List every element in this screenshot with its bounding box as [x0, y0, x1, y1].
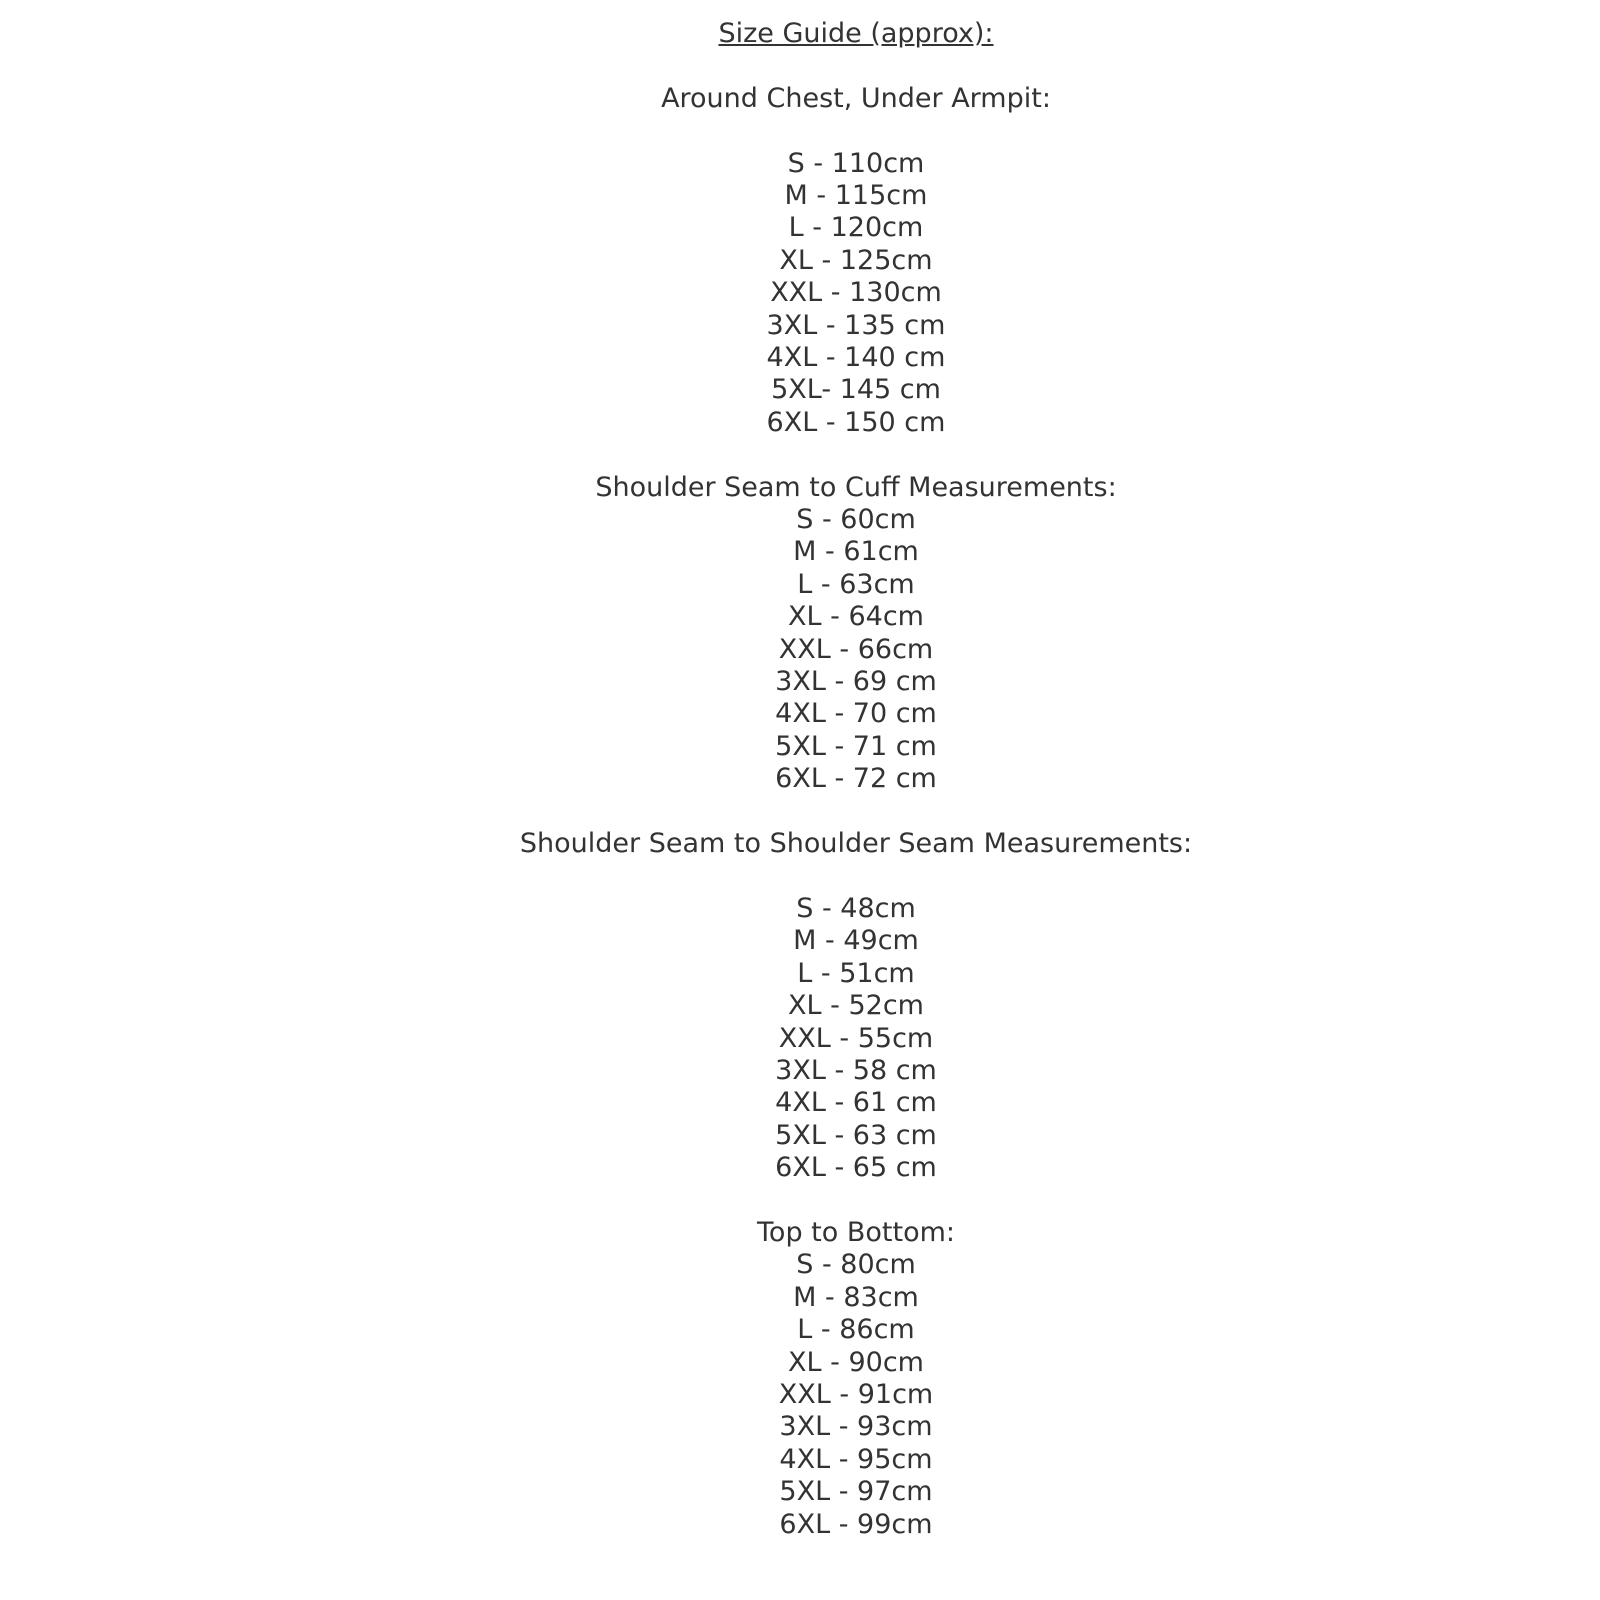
size-line: 5XL - 71 cm [775, 730, 937, 762]
size-line: M - 115cm [784, 180, 928, 211]
size-line: XL - 52cm [788, 990, 924, 1022]
size-line: S - 80cm [796, 1249, 916, 1281]
size-line: 4XL - 95cm [779, 1443, 933, 1475]
section-top-to-bottom [112, 1217, 1600, 1541]
size-line: 3XL - 93cm [779, 1411, 933, 1443]
size-line: L - 63cm [797, 568, 915, 600]
size-list-top-to-bottom [112, 1249, 1600, 1541]
size-list-around-chest [112, 148, 1600, 440]
size-line: L - 51cm [797, 957, 915, 989]
page-title: Size Guide (approx): [718, 18, 994, 49]
size-line: 6XL - 72 cm [775, 763, 937, 795]
size-line: 6XL - 65 cm [775, 1152, 937, 1184]
section-heading-shoulder-to-cuff: Shoulder Seam to Cuff Measurements: [595, 471, 1117, 503]
section-around-chest [112, 83, 1600, 439]
size-line: 5XL - 97cm [779, 1476, 933, 1508]
size-line: 6XL - 99cm [779, 1508, 933, 1540]
size-guide-document [112, 0, 1600, 1541]
size-line: 5XL- 145 cm [771, 374, 941, 406]
size-line: XXL - 91cm [778, 1378, 934, 1410]
size-line: 3XL - 58 cm [775, 1054, 937, 1086]
size-list-shoulder-to-cuff [112, 504, 1600, 796]
section-heading-top-to-bottom: Top to Bottom: [757, 1216, 955, 1248]
size-line: XXL - 66cm [778, 633, 934, 665]
size-line: XL - 64cm [788, 601, 924, 633]
section-shoulder-to-cuff [112, 472, 1600, 796]
size-line: XL - 90cm [788, 1346, 924, 1378]
size-line: 5XL - 63 cm [775, 1119, 937, 1151]
size-line: 4XL - 70 cm [775, 698, 937, 730]
section-heading-shoulder-to-shoulder: Shoulder Seam to Shoulder Seam Measurements: [519, 828, 1193, 860]
size-line: L - 86cm [797, 1314, 915, 1346]
size-line: S - 110cm [787, 147, 925, 179]
size-line: M - 61cm [793, 536, 919, 568]
size-line: S - 60cm [796, 504, 916, 536]
size-line: M - 49cm [793, 925, 919, 957]
size-line: XXL - 55cm [778, 1022, 934, 1054]
size-line: 6XL - 150 cm [766, 406, 946, 438]
size-line: 4XL - 61 cm [775, 1087, 937, 1119]
size-line: M - 83cm [793, 1281, 919, 1313]
size-line: S - 48cm [796, 892, 916, 924]
size-line: 4XL - 140 cm [766, 342, 946, 374]
size-line: XL - 125cm [779, 244, 933, 276]
size-line: 3XL - 69 cm [775, 666, 937, 698]
size-list-shoulder-to-shoulder [112, 893, 1600, 1185]
size-line: XXL - 130cm [770, 277, 942, 309]
section-shoulder-to-shoulder [112, 828, 1600, 1184]
size-line: L - 120cm [788, 212, 924, 244]
size-line: 3XL - 135 cm [766, 309, 946, 341]
section-heading-around-chest: Around Chest, Under Armpit: [661, 82, 1051, 114]
